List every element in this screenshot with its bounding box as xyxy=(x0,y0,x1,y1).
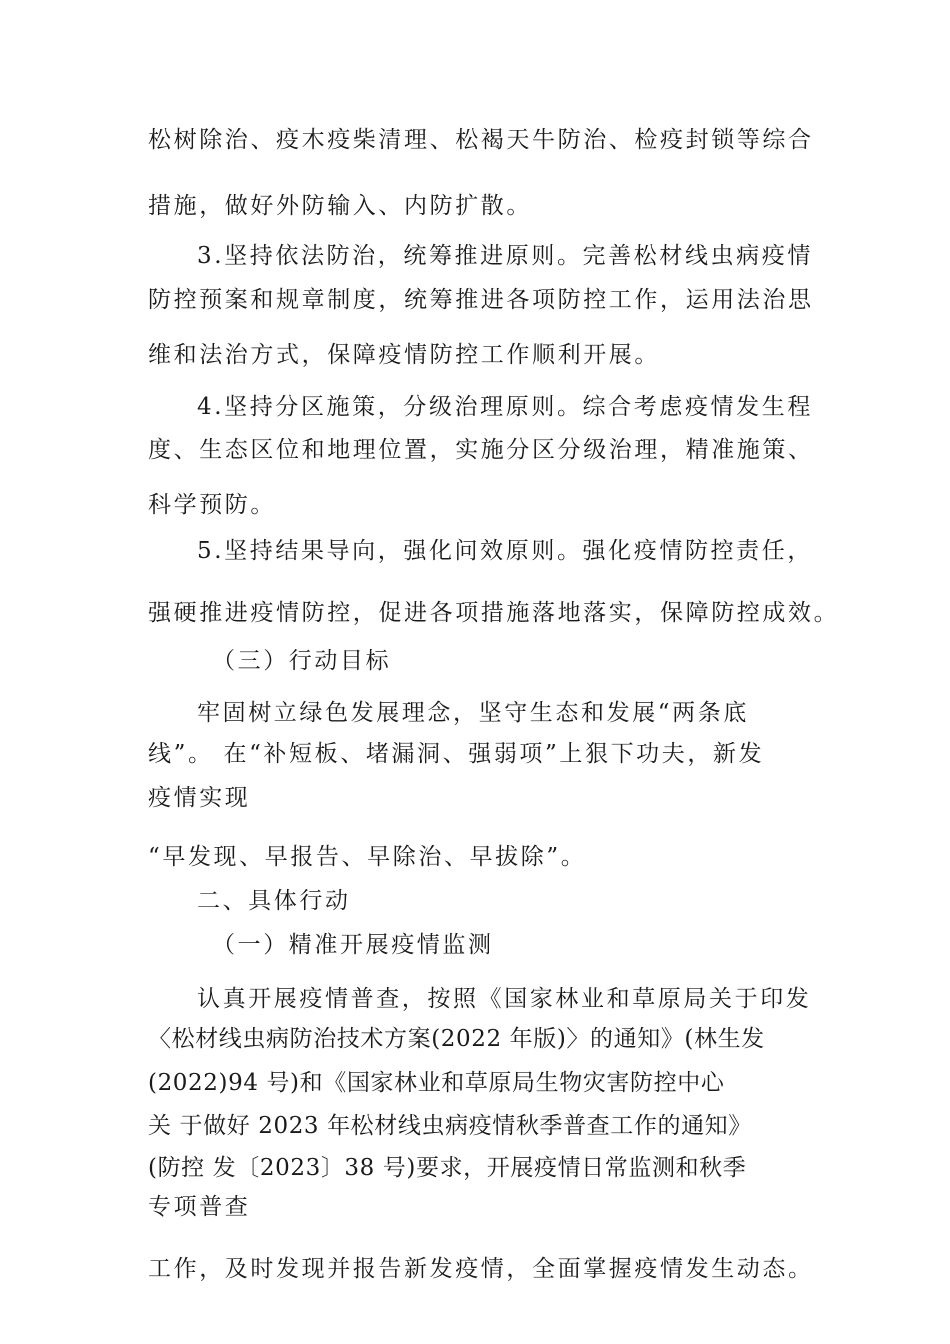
text-line: “早发现、早报告、早除治、早拔除”。 xyxy=(148,844,587,870)
text-line: (2022)94 号)和《国家林业和草原局生物灾害防控中心 xyxy=(148,1070,725,1096)
text-line: 牢固树立绿色发展理念，坚守生态和发展“两条底 xyxy=(197,700,749,726)
text-line: 疫情实现 xyxy=(148,785,251,811)
text-line: 防控预案和规章制度，统筹推进各项防控工作，运用法治思 xyxy=(148,287,814,313)
text-line: 专项普查 xyxy=(148,1194,251,1220)
text-line: 5.坚持结果导向，强化问效原则。强化疫情防控责任， xyxy=(197,538,813,564)
text-line: 科学预防。 xyxy=(148,492,276,518)
text-line: 3.坚持依法防治，统筹推进原则。完善松材线虫病疫情 xyxy=(197,243,813,269)
text-line: 〈松材线虫病防治技术方案(2022 年版)〉的通知》(林生发 xyxy=(148,1026,765,1052)
text-line: 工作，及时发现并报告新发疫情，全面掌握疫情发生动态。 xyxy=(148,1256,814,1282)
section-heading: （一）精准开展疫情监测 xyxy=(212,932,494,958)
text-line: (防控 发〔2023〕38 号)要求，开展疫情日常监测和秋季 xyxy=(148,1155,747,1181)
text-line: 关 于做好 2023 年松材线虫病疫情秋季普查工作的通知》 xyxy=(148,1113,752,1139)
section-heading: （三）行动目标 xyxy=(212,648,392,674)
text-line: 4.坚持分区施策，分级治理原则。综合考虑疫情发生程 xyxy=(197,394,813,420)
text-line: 松树除治、疫木疫柴清理、松褐天牛防治、检疫封锁等综合 xyxy=(148,127,814,153)
text-line: 度、生态区位和地理位置，实施分区分级治理，精准施策、 xyxy=(148,437,814,463)
text-line: 线”。 在“补短板、堵漏洞、强弱项”上狠下功夫，新发 xyxy=(148,741,765,767)
text-line: 措施，做好外防输入、内防扩散。 xyxy=(148,193,532,219)
section-heading: 二、具体行动 xyxy=(197,888,351,914)
text-line: 强硬推进疫情防控，促进各项措施落地落实，保障防控成效。 xyxy=(148,600,840,626)
text-line: 认真开展疫情普查，按照《国家林业和草原局关于印发 xyxy=(197,986,812,1012)
text-line: 维和法治方式，保障疫情防控工作顺利开展。 xyxy=(148,342,660,368)
